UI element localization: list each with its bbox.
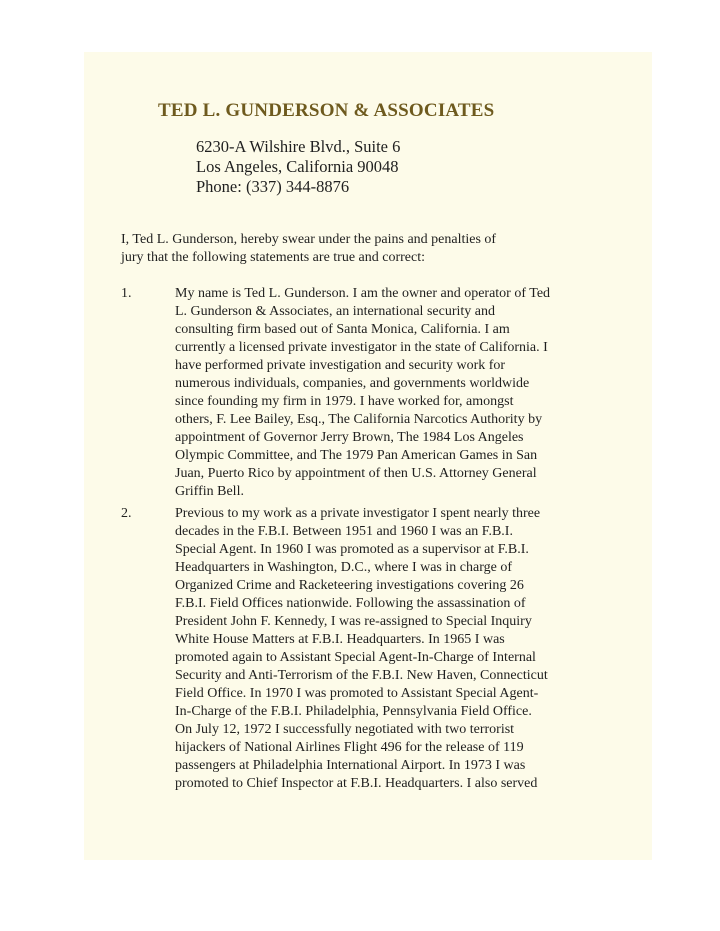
paragraph-line: consulting firm based out of Santa Monica, California. I am bbox=[175, 322, 510, 337]
paragraph-body bbox=[175, 505, 595, 793]
paragraph-line: Griffin Bell. bbox=[175, 484, 244, 499]
paragraph-line: others, F. Lee Bailey, Esq., The California Narcotics Authority by bbox=[175, 412, 543, 427]
intro-statement bbox=[121, 231, 551, 267]
paragraph-line: since founding my firm in 1979. I have worked for, amongst bbox=[175, 394, 514, 409]
paragraph-line: Headquarters in Washington, D.C., where I was in charge of bbox=[175, 560, 512, 575]
paragraph-line: passengers at Philadelphia International Airport. In 1973 I was bbox=[175, 758, 526, 773]
paragraph-line: My name is Ted L. Gunderson. I am the owner and operator of Ted bbox=[175, 286, 551, 301]
paragraph-line: On July 12, 1972 I successfully negotiated with two terrorist bbox=[175, 722, 515, 737]
paragraph-line: appointment of Governor Jerry Brown, The 1984 Los Angeles bbox=[175, 430, 524, 445]
paragraph-line: hijackers of National Airlines Flight 496 for the release of 119 bbox=[175, 740, 524, 755]
paragraph-line: decades in the F.B.I. Between 1951 and 1960 I was an F.B.I. bbox=[175, 524, 513, 539]
paragraph-line: L. Gunderson & Associates, an international security and bbox=[175, 304, 495, 319]
paragraph-line: currently a licensed private investigator in the state of California. I bbox=[175, 340, 548, 355]
intro-line: jury that the following statements are true and correct: bbox=[121, 250, 426, 265]
letterhead-address bbox=[196, 137, 400, 197]
firm-name: TED L. GUNDERSON & ASSOCIATES bbox=[158, 100, 495, 121]
address-line-city: Los Angeles, California 90048 bbox=[196, 157, 399, 176]
intro-line: I, Ted L. Gunderson, hereby swear under the pains and penalties of bbox=[121, 232, 497, 247]
paragraph-line: White House Matters at F.B.I. Headquarters. In 1965 I was bbox=[175, 632, 505, 647]
paragraph-line: Security and Anti-Terrorism of the F.B.I. New Haven, Connecticut bbox=[175, 668, 548, 683]
phone-line: Phone: (337) 344-8876 bbox=[196, 177, 350, 196]
paragraph-body bbox=[175, 285, 595, 501]
paragraph-line: Special Agent. In 1960 I was promoted as a supervisor at F.B.I. bbox=[175, 542, 529, 557]
paragraph-line: promoted to Chief Inspector at F.B.I. Headquarters. I also served bbox=[175, 776, 538, 791]
paragraph-line: Organized Crime and Racketeering investigations covering 26 bbox=[175, 578, 524, 593]
paragraph-line: numerous individuals, companies, and governments worldwide bbox=[175, 376, 530, 391]
paragraph-line: President John F. Kennedy, I was re-assigned to Special Inquiry bbox=[175, 614, 532, 629]
paragraph-line: Juan, Puerto Rico by appointment of then U.S. Attorney General bbox=[175, 466, 537, 481]
paragraph-line: F.B.I. Field Offices nationwide. Following the assassination of bbox=[175, 596, 526, 611]
paragraph-line: Field Office. In 1970 I was promoted to Assistant Special Agent- bbox=[175, 686, 539, 701]
paragraph-line: have performed private investigation and security work for bbox=[175, 358, 506, 373]
paragraph-line: Previous to my work as a private investigator I spent nearly three bbox=[175, 506, 541, 521]
address-line-street: 6230-A Wilshire Blvd., Suite 6 bbox=[196, 137, 401, 156]
paragraph-number: 1. bbox=[121, 286, 132, 301]
paragraph-line: Olympic Committee, and The 1979 Pan American Games in San bbox=[175, 448, 538, 463]
paragraph-line: In-Charge of the F.B.I. Philadelphia, Pennsylvania Field Office. bbox=[175, 704, 532, 719]
paragraph-line: promoted again to Assistant Special Agent-In-Charge of Internal bbox=[175, 650, 536, 665]
paragraph-number: 2. bbox=[121, 506, 132, 521]
